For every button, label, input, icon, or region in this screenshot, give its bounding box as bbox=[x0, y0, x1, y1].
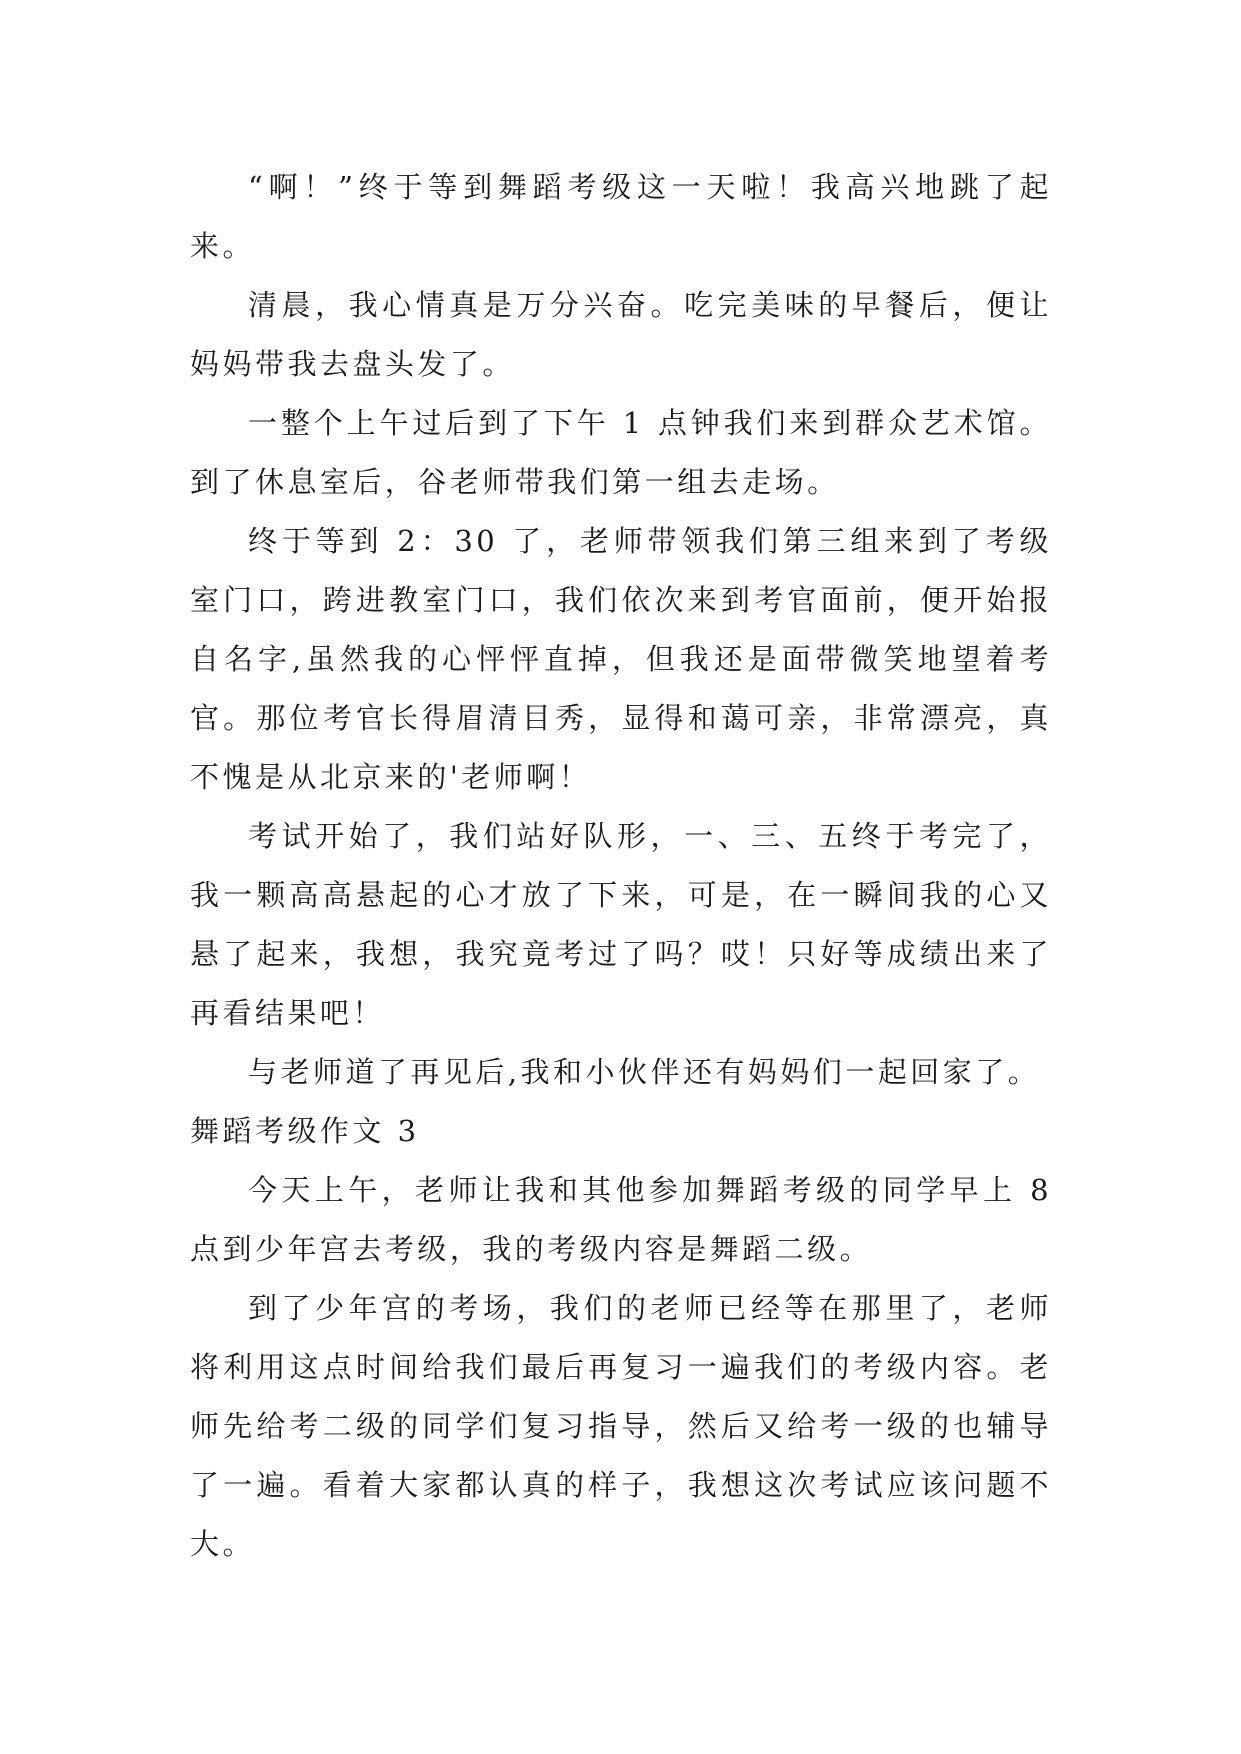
paragraph-3: 一整个上午过后到了下午 1 点钟我们来到群众艺术馆。到了休息室后，谷老师带我们第一组去走场。 bbox=[190, 406, 1052, 499]
paragraph-2: 清晨，我心情真是万分兴奋。吃完美味的早餐后，便让妈妈带我去盘头发了。 bbox=[190, 288, 1052, 381]
section-heading: 舞蹈考级作文 3 bbox=[190, 1114, 420, 1148]
paragraph-7: 今天上午，老师让我和其他参加舞蹈考级的同学早上 8 点到少年宫去考级，我的考级内容是舞蹈二级。 bbox=[190, 1173, 1052, 1266]
paragraph-4: 终于等到 2：30 了，老师带领我们第三组来到了考级室门口，跨进教室门口，我们依次来到考官面前，便开始报自名字,虽然我的心怦怦直掉，但我还是面带微笑地望着考官。那位考官长得眉清目秀，显得和蔼可亲，非常漂亮，真不愧是从北京来的'老师啊！ bbox=[190, 524, 1052, 794]
document-page bbox=[190, 158, 1052, 1574]
paragraph-5: 考试开始了，我们站好队形，一、三、五终于考完了，我一颗高高悬起的心才放了下来，可是，在一瞬间我的心又悬了起来，我想，我究竟考过了吗？哎！只好等成绩出来了再看结果吧！ bbox=[190, 819, 1052, 1030]
paragraph-8: 到了少年宫的考场，我们的老师已经等在那里了，老师将利用这点时间给我们最后再复习一遍我们的考级内容。老师先给考二级的同学们复习指导，然后又给考一级的也辅导了一遍。看着大家都认真的样子，我想这次考试应该问题不大。 bbox=[190, 1291, 1052, 1561]
paragraph-6: 与老师道了再见后,我和小伙伴还有妈妈们一起回家了。 bbox=[248, 1055, 1041, 1089]
paragraph-1: “啊！”终于等到舞蹈考级这一天啦！我高兴地跳了起来。 bbox=[190, 170, 1052, 263]
